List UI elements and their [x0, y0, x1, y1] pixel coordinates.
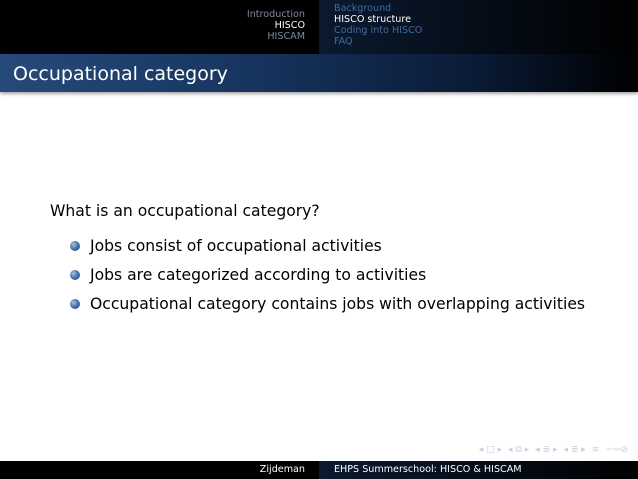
- subsection-navigation: [319, 0, 638, 54]
- bullet-text: Jobs consist of occupational activities: [90, 236, 382, 255]
- footer-author: Zijdeman: [259, 464, 305, 475]
- nav-subsection-coding-into-hisco[interactable]: Coding into HISCO: [334, 25, 423, 36]
- bullet-icon: [70, 270, 80, 280]
- nav-section-hisco[interactable]: HISCO: [274, 20, 305, 31]
- frame-title-bar: [0, 54, 638, 92]
- top-navigation-bar: [0, 0, 638, 54]
- nav-subsection-background[interactable]: Background: [334, 3, 392, 14]
- frame-title: Occupational category: [13, 63, 228, 85]
- bullet-icon: [70, 241, 80, 251]
- section-navigation: [0, 0, 319, 54]
- question-text: What is an occupational category?: [50, 202, 320, 220]
- nav-subsection-hisco-structure[interactable]: HISCO structure: [334, 14, 411, 25]
- list-item: [70, 289, 630, 318]
- subsection-nav-icon[interactable]: ◂ ⧉ ▸: [508, 445, 530, 455]
- frame-nav-icon[interactable]: ◂ □ ▸: [478, 445, 503, 455]
- document-nav-icon[interactable]: ◂ ≣ ▸: [563, 445, 586, 455]
- align-icon[interactable]: ≡: [591, 445, 600, 455]
- slide-content: [50, 201, 630, 318]
- footer-event-title: EHPS Summerschool: HISCO & HISCAM: [319, 461, 638, 479]
- nav-section-hiscam[interactable]: HISCAM: [267, 31, 305, 42]
- bullet-text: Occupational category contains jobs with overlapping activities: [90, 294, 586, 313]
- nav-section-introduction[interactable]: Introduction: [246, 9, 305, 20]
- list-item: [70, 231, 630, 260]
- section-nav-icon[interactable]: ◂ ≣ ▸: [535, 445, 558, 455]
- search-icon[interactable]: ∽∾⊘: [605, 445, 628, 455]
- list-item: [70, 260, 630, 289]
- bullet-icon: [70, 299, 80, 309]
- beamer-navigation-symbols: [479, 444, 628, 456]
- nav-subsection-faq[interactable]: FAQ: [334, 36, 353, 47]
- bullet-list: [50, 231, 630, 318]
- bullet-text: Jobs are categorized according to activities: [90, 265, 427, 284]
- footer-bar: [0, 461, 638, 479]
